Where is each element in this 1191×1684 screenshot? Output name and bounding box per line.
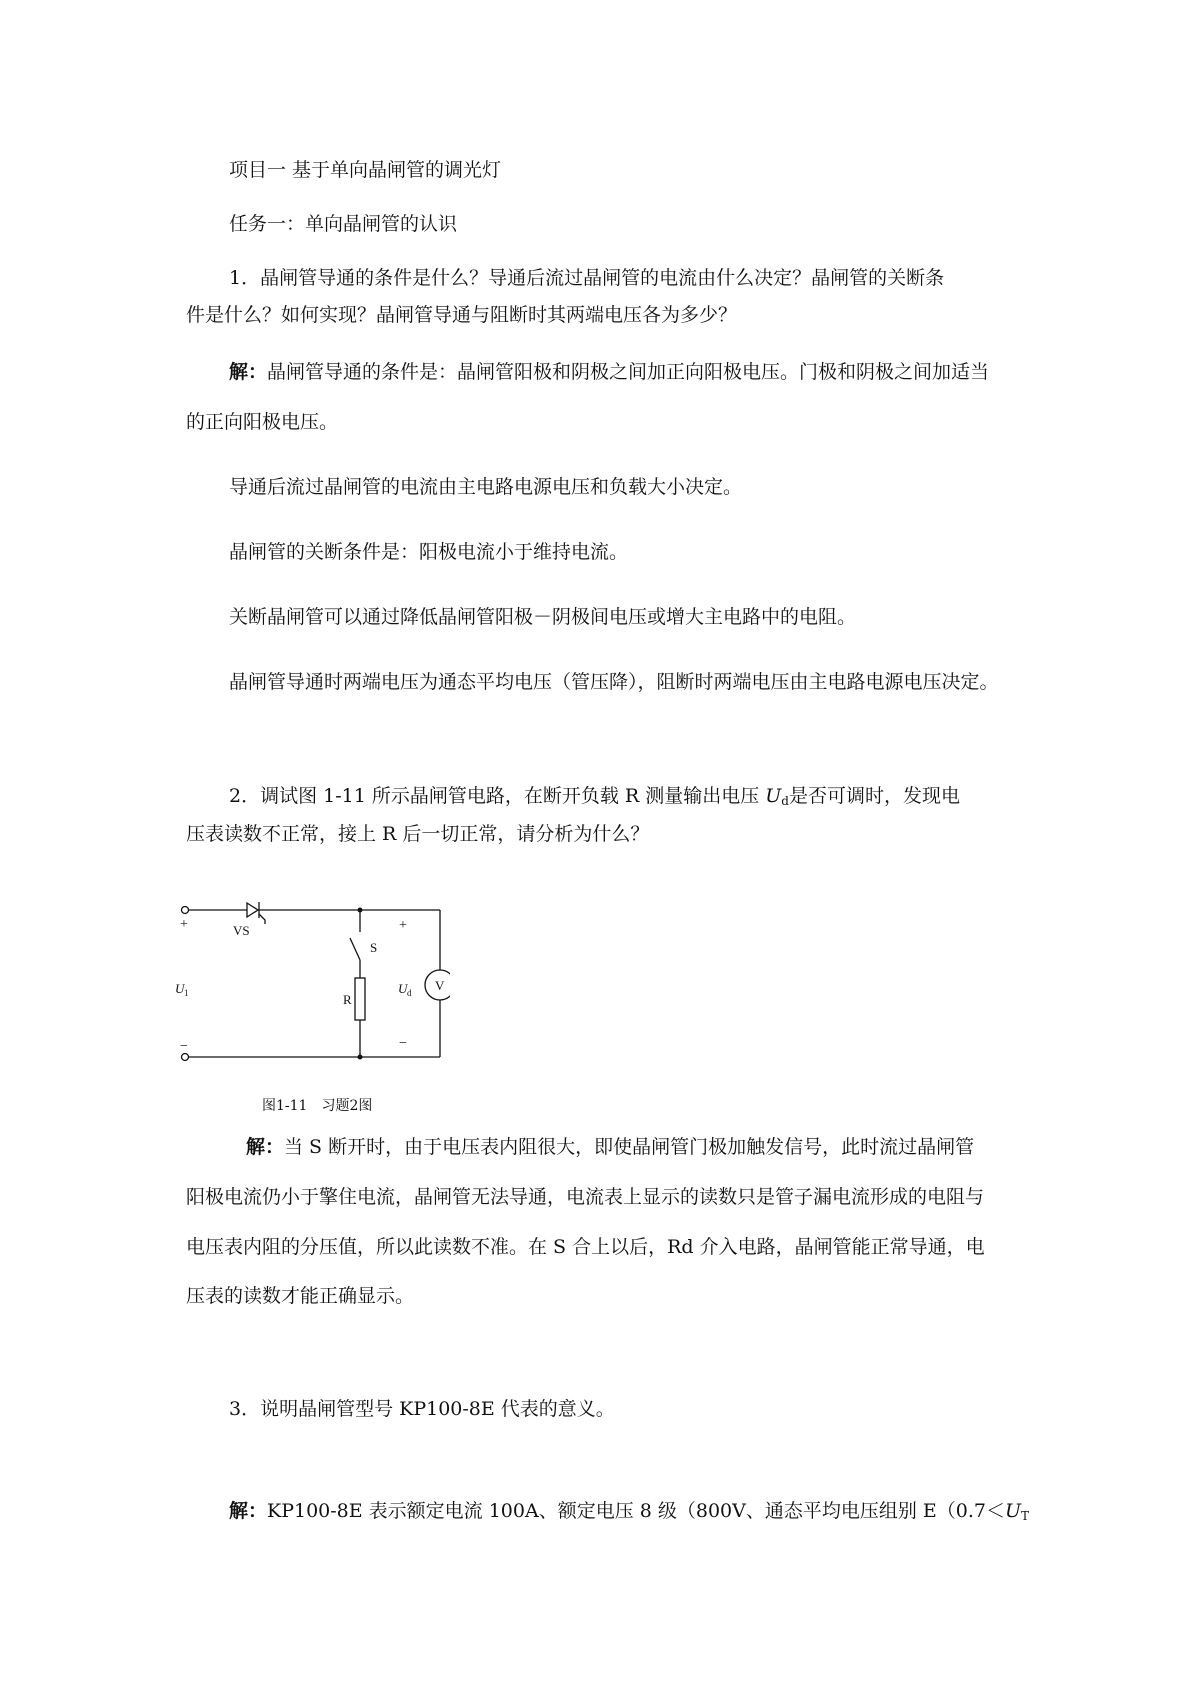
label-u1: U xyxy=(175,981,185,996)
answer-3-variable: U xyxy=(1004,1500,1021,1522)
answer-1-text: 晶闸管导通的条件是：晶闸管阳极和阴极之间加正向阳极电压。门极和阴极之间加适当 xyxy=(267,361,990,383)
terminal-bottom-left xyxy=(182,1054,189,1061)
answer-2-line-2: 阳极电流仍小于擎住电流，晶闸管无法导通，电流表上显示的读数只是管子漏电流形成的电阻与 xyxy=(186,1186,985,1208)
answer-1-paragraph-2: 导通后流过晶闸管的电流由主电路电源电压和负载大小决定。 xyxy=(229,476,743,498)
switch-symbol xyxy=(350,938,360,960)
task-title: 任务一：单向晶闸管的认识 xyxy=(229,213,458,235)
answer-label: 解： xyxy=(229,361,268,383)
answer-1-paragraph-5: 晶闸管导通时两端电压为通态平均电压（管压降），阻断时两端电压由主电路电源电压决定。 xyxy=(229,671,999,693)
answer-2-line-4: 压表的读数才能正确显示。 xyxy=(186,1285,415,1307)
answer-3-line-1 xyxy=(229,1498,1029,1529)
question-1-line-1: 1．晶闸管导通的条件是什么？导通后流过晶闸管的电流由什么决定？晶闸管的关断条 xyxy=(229,267,945,289)
answer-1-paragraph-4: 关断晶闸管可以通过降低晶闸管阳极－阴极间电压或增大主电路中的电阻。 xyxy=(229,606,857,628)
question-3: 3．说明晶闸管型号 KP100-8E 代表的意义。 xyxy=(229,1398,615,1420)
answer-1-line-2: 的正向阳极电压。 xyxy=(186,411,339,433)
circuit-diagram xyxy=(170,880,450,1070)
label-ud-subscript: d xyxy=(407,988,412,998)
question-2-subscript: d xyxy=(781,794,789,808)
answer-2-line-3: 电压表内阻的分压值，所以此读数不准。在 S 合上以后，Rd 介入电路，晶闸管能正常导通，电 xyxy=(186,1236,985,1258)
label-r: R xyxy=(343,992,352,1007)
answer-label: 解： xyxy=(229,1500,268,1522)
label-s: S xyxy=(370,940,378,955)
label-vs: VS xyxy=(233,923,250,938)
question-2-text-b: 是否可调时，发现电 xyxy=(788,785,960,807)
label-minus-right: − xyxy=(399,1036,407,1051)
question-2-text-a: 2．调试图 1-11 所示晶闸管电路，在断开负载 R 测量输出电压 xyxy=(229,785,766,807)
answer-1-line-1 xyxy=(229,359,989,385)
question-2-line-1 xyxy=(229,783,960,814)
junction-bottom xyxy=(358,1055,363,1060)
label-u1-subscript: 1 xyxy=(184,988,189,998)
answer-3-subscript: T xyxy=(1021,1509,1030,1523)
question-2-line-2: 压表读数不正常，接上 R 后一切正常，请分析为什么？ xyxy=(186,823,650,845)
junction-top xyxy=(358,908,363,913)
label-ud: U xyxy=(398,981,408,996)
terminal-top-left xyxy=(182,907,189,914)
question-2-variable: U xyxy=(765,785,782,807)
label-voltmeter: V xyxy=(435,978,445,993)
figure-caption: 图1-11 习题2图 xyxy=(262,1098,373,1114)
thyristor-symbol xyxy=(247,902,265,924)
project-title: 项目一 基于单向晶闸管的调光灯 xyxy=(229,159,502,181)
answer-2-text: 当 S 断开时，由于电压表内阻很大，即使晶闸管门极加触发信号，此时流过晶闸管 xyxy=(284,1136,975,1158)
answer-3-text: KP100-8E 表示额定电流 100A、额定电压 8 级（800V、通态平均电压组别 E（0.7＜ xyxy=(267,1500,1005,1522)
label-plus-right: + xyxy=(399,918,407,933)
question-1-line-2: 件是什么？如何实现？晶闸管导通与阻断时其两端电压各为多少？ xyxy=(186,304,738,326)
label-plus-left: + xyxy=(180,917,188,932)
answer-1-paragraph-3: 晶闸管的关断条件是：阳极电流小于维持电流。 xyxy=(229,541,629,563)
answer-label: 解： xyxy=(246,1136,285,1158)
answer-2-line-1 xyxy=(246,1134,974,1160)
resistor-symbol xyxy=(355,978,365,1020)
label-minus-left: − xyxy=(180,1039,188,1054)
